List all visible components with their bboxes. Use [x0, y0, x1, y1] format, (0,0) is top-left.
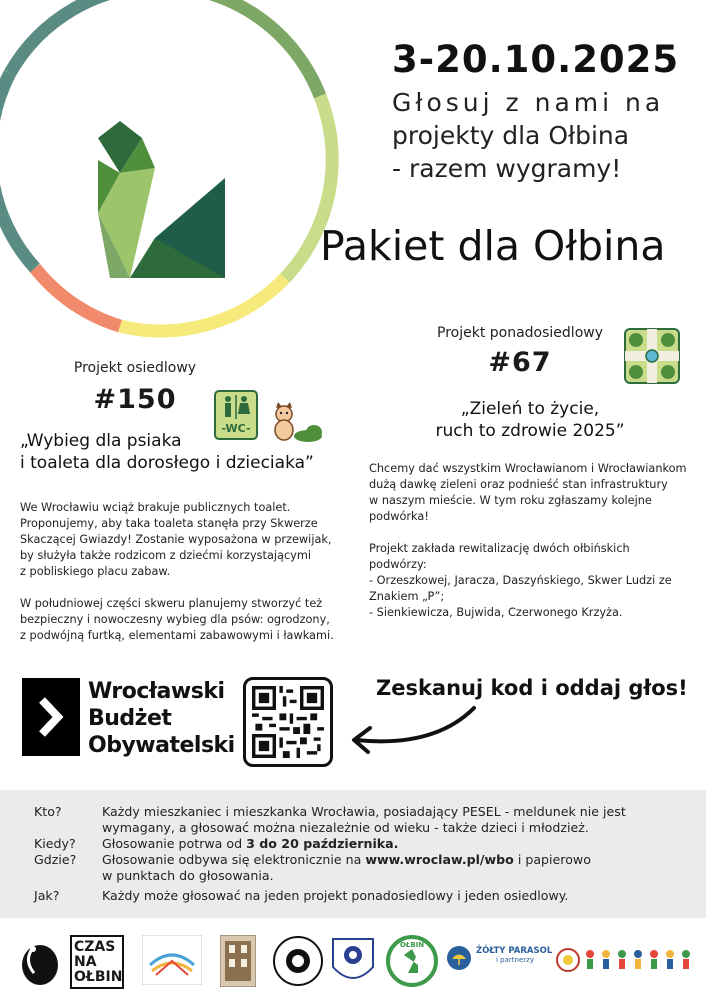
info-line: Każdy mieszkaniec i mieszkanka Wrocławia, posiadający PESEL - meldunek nie jest: [102, 804, 626, 819]
paragraph: [369, 541, 689, 621]
how-text: Każdy może głosować na jeden projekt ponadosiedlowy i jeden osiedlowy.: [102, 888, 569, 903]
project-local-description: [20, 500, 340, 660]
title-line: „Zieleń to życie,: [460, 399, 600, 419]
text-line: by służyła także rodzicom z dziećmi korzystającymi: [20, 549, 311, 562]
text-line: bezpieczny i nowoczesny wybieg dla psów: ogrodzony,: [20, 613, 330, 626]
kindergarten-logo: [556, 942, 696, 978]
tagline: [392, 86, 672, 185]
when-text: [102, 836, 682, 852]
who-text: [102, 804, 682, 836]
project-local-title: [20, 430, 340, 474]
text-line: Proponujemy, aby taka toaleta stanęła przy Skwerze: [20, 517, 318, 530]
text-line: z podwójną furtką, elementami zabawowymi i ławkami.: [20, 629, 334, 642]
tagline-line: projekty dla Ołbina: [392, 121, 630, 150]
text-line: - Sienkiewicza, Bujwida, Czerwonego Krzyża.: [369, 606, 623, 619]
zolty-sub: i partnerzy: [496, 956, 534, 964]
logo-line: NA: [74, 954, 97, 970]
text-line: Znakiem „P”;: [369, 590, 445, 603]
info-line: w punktach do głosowania.: [102, 868, 274, 883]
project-supra-description: [369, 461, 689, 637]
when-label: Kiedy?: [34, 836, 76, 851]
text-line: - Orzeszkowej, Jaracza, Daszyńskiego, Skwer Ludzi ze: [369, 574, 672, 587]
info-line: Głosowanie potrwa od: [102, 836, 247, 851]
project-supra-kicker: Projekt ponadosiedlowy: [437, 325, 603, 341]
park-icon: [624, 328, 680, 384]
wbo-ring-graphic: [0, 0, 340, 338]
who-label: Kto?: [34, 804, 62, 819]
logo-line: OŁBIN: [74, 969, 123, 985]
wbo-name-line: Budżet: [88, 706, 172, 731]
how-label: Jak?: [34, 888, 60, 903]
olbin-badge-logo: [386, 935, 438, 987]
lyceum-logo: [272, 935, 324, 987]
wc-label: -WC-: [221, 422, 251, 435]
where-label: Gdzie?: [34, 852, 77, 867]
text-line: w naszym mieście. W tym roku zgłaszamy kolejne: [369, 494, 652, 507]
paragraph: [20, 500, 340, 580]
qr-pattern: [246, 680, 330, 764]
logo-line: CZAS: [74, 939, 116, 955]
swan-icon: [98, 121, 225, 278]
text-line: We Wrocławiu wciąż brakuje publicznych toalet.: [20, 501, 291, 514]
title-line: ruch to zdrowie 2025”: [435, 421, 625, 441]
where-text: [102, 852, 682, 884]
page-title: Pakiet dla Ołbina: [320, 222, 666, 270]
info-box: [0, 790, 706, 918]
project-supra-number: #67: [488, 347, 552, 378]
school-crest-logo: [330, 935, 376, 989]
swan-black-logo: [18, 935, 60, 987]
wbo-name-line: Wrocławski: [88, 679, 225, 704]
info-line: Głosowanie odbywa się elektronicznie na: [102, 852, 366, 867]
wbo-name-line: Obywatelski: [88, 733, 235, 758]
wbo-chevron-logo: [22, 678, 80, 756]
text-line: Chcemy dać wszystkim Wrocławianom i Wrocławiankom: [369, 462, 687, 475]
olbin-badge-text: OŁBIN: [399, 941, 425, 949]
text-line: z pobliskiego placu zabaw.: [20, 565, 171, 578]
project-local-kicker: Projekt osiedlowy: [73, 360, 197, 376]
paragraph: [369, 461, 689, 525]
paragraph: [20, 596, 340, 644]
title-line: i toaleta dla dorosłego i dzieciaka”: [20, 453, 314, 473]
zolty-name: ŻÓŁTY PARASOL: [476, 946, 553, 956]
text-line: W południowej części skweru planujemy stworzyć też: [20, 597, 323, 610]
zolty-parasol-logo: [476, 946, 553, 964]
curved-arrow-icon: [344, 700, 484, 760]
text-line: podwórka!: [369, 510, 429, 523]
tagline-line: Głosuj z nami na: [392, 88, 665, 117]
title-line: „Wybieg dla psiaka: [20, 431, 182, 451]
school-logo: [142, 935, 202, 985]
building-logo: [220, 935, 256, 987]
project-local-number: #150: [93, 384, 177, 415]
project-supra-title: [380, 398, 680, 442]
text-line: dużą dawkę zieleni oraz podnieść stan infrastruktury: [369, 478, 668, 491]
vote-dates: 3-20.10.2025: [392, 38, 680, 81]
text-line: Skaczącej Gwiazdy! Zostanie wyposażona w przewijak,: [20, 533, 332, 546]
info-line: wymagany, a głosować można niezależnie od wieku - także dzieci i młodzież.: [102, 820, 589, 835]
scan-cta: Zeskanuj kod i oddaj głos!: [376, 676, 688, 700]
qr-code[interactable]: [243, 677, 333, 767]
czas-na-olbin-logo: [70, 935, 124, 989]
text-line: Projekt zakłada rewitalizację dwóch ołbińskich podwórzy:: [369, 542, 630, 571]
wbo-name: [88, 678, 238, 759]
vote-period: 3 do 20 października.: [246, 836, 399, 851]
info-line: i papierowo: [513, 852, 591, 867]
wbo-link[interactable]: www.wroclaw.pl/wbo: [365, 852, 514, 867]
tagline-line: - razem wygramy!: [392, 154, 622, 183]
umbrella-icon: [446, 945, 472, 971]
